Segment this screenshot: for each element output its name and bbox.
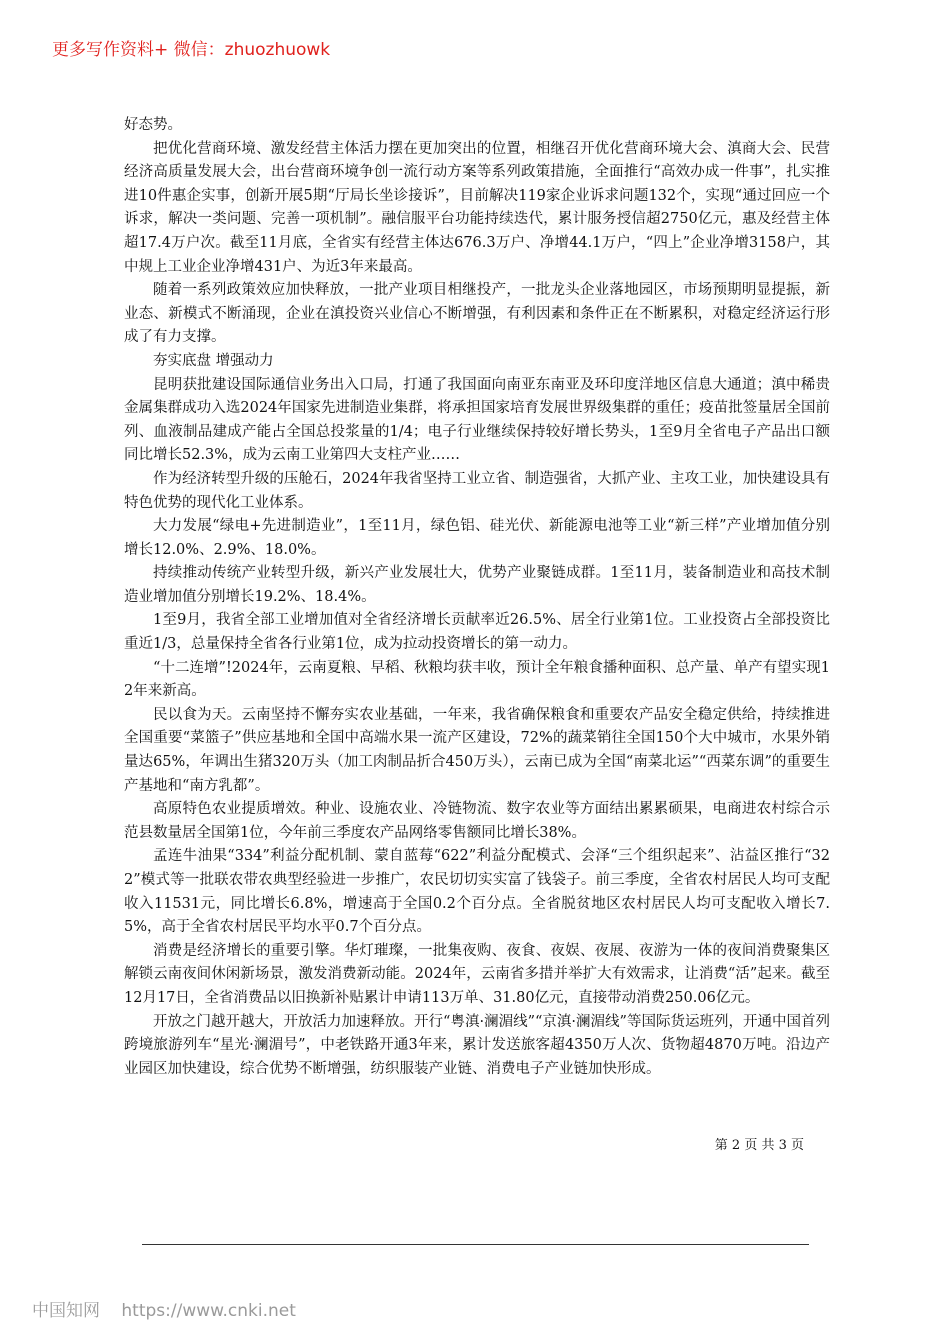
- paragraph: “十二连增”!2024年，云南夏粮、早稻、秋粮均获丰收，预计全年粮食播种面积、总产量、单产有望实现12年来新高。: [124, 659, 830, 700]
- footer-watermark: [32, 1296, 296, 1321]
- paragraph: 昆明获批建设国际通信业务出入口局，打通了我国面向南亚东南亚及环印度洋地区信息大通道；滇中稀贵金属集群成功入选2024年国家先进制造业集群，将承担国家培育发展世界级集群的重任；疫苗批签量居全国前列、血液制品建成产能占全国总投浆量的1/4；电子行业继续保持较好增长势头，1至9月全省电子产品出口额同比增长52.3%，成为云南工业第四大支柱产业……: [124, 376, 830, 464]
- paragraph: 大力发展“绿电+先进制造业”，1至11月，绿色铝、硅光伏、新能源电池等工业“新三样”产业增加值分别增长12.0%、2.9%、18.0%。: [124, 518, 830, 558]
- paragraph: 好态势。: [124, 117, 182, 133]
- paragraph: 民以食为天。云南坚持不懈夯实农业基础，一年来，我省确保粮食和重要农产品安全稳定供给，持续推进全国重要“菜篮子”供应基地和全国中高端水果一流产区建设，72%的蔬菜销往全国150个大中城市，水果外销量达65%，年调出生猪320万头（加工肉制品折合450万头），云南已成为全国“南菜北运”“西菜东调”的重要生产基地和“南方乳都”。: [124, 706, 830, 794]
- paragraph: 消费是经济增长的重要引擎。华灯璀璨，一批集夜购、夜食、夜娱、夜展、夜游为一体的夜间消费聚集区解锁云南夜间休闲新场景，激发消费新动能。2024年，云南省多措并举扩大有效需求，让消费“活”起来。截至12月17日，全省消费品以旧换新补贴累计申请113万单、31.80亿元，直接带动消费250.06亿元。: [124, 942, 830, 1006]
- article-body: [124, 114, 830, 1081]
- footer-url: https://www.cnki.net: [121, 1301, 296, 1321]
- paragraph: 高原特色农业提质增效。种业、设施农业、冷链物流、数字农业等方面结出累累硕果，电商进农村综合示范县数量居全国第1位，今年前三季度农产品网络零售额同比增长38%。: [124, 801, 830, 841]
- section-heading: 夯实底盘 增强动力: [153, 352, 274, 369]
- footer-divider: [142, 1244, 809, 1245]
- paragraph: 作为经济转型升级的压舱石，2024年我省坚持工业立省、制造强省，大抓产业、主攻工业，加快建设具有特色优势的现代化工业体系。: [124, 470, 830, 511]
- paragraph: 1至9月，我省全部工业增加值对全省经济增长贡献率近26.5%、居全行业第1位。工业投资占全部投资比重近1/3，总量保持全省各行业第1位，成为拉动投资增长的第一动力。: [124, 612, 830, 653]
- promo-banner: 更多写作资料+ 微信：zhuozhuowk: [52, 40, 331, 60]
- paragraph: 把优化营商环境、激发经营主体活力摆在更加突出的位置，相继召开优化营商环境大会、滇商大会、民营经济高质量发展大会，出台营商环境争创一流行动方案等系列政策措施，全面推行“高效办成一件事”，扎实推进10件惠企实事，创新开展5期“厅局长坐诊接诉”，目前解决119家企业诉求问题132个，实现“通过回应一个诉求，解决一类问题、完善一项机制”。融信服平台功能持续迭代，累计服务授信超2750亿元，惠及经营主体超17.4万户次。截至11月底，全省实有经营主体达676.3万户、净增44.1万户，“四上”企业净增3158户，其中规上工业企业净增431户、为近3年来最高。: [124, 140, 830, 275]
- paragraph: 持续推动传统产业转型升级，新兴产业发展壮大，优势产业聚链成群。1至11月，装备制造业和高技术制造业增加值分别增长19.2%、18.4%。: [124, 565, 830, 605]
- paragraph: 随着一系列政策效应加快释放，一批产业项目相继投产，一批龙头企业落地园区，市场预期明显提振，新业态、新模式不断涌现，企业在滇投资兴业信心不断增强，有利因素和条件正在不断累积，对稳定经济运行形成了有力支撑。: [124, 282, 830, 346]
- footer-brand: 中国知网: [32, 1301, 100, 1321]
- page-number: 第 2 页 共 3 页: [714, 1138, 804, 1153]
- paragraph: 孟连牛油果“334”利益分配机制、蒙自蓝莓“622”利益分配模式、会泽“三个组织起来”、沾益区推行“322”模式等一批联农带农典型经验进一步推广，农民切切实实富了钱袋子。前三季度，全省农村居民人均可支配收入11531元，同比增长6.8%，增速高于全国0.2个百分点。全省脱贫地区农村居民人均可支配收入增长7.5%，高于全省农村居民平均水平0.7个百分点。: [124, 848, 830, 936]
- paragraph: 开放之门越开越大，开放活力加速释放。开行“粤滇·澜湄线”“京滇·澜湄线”等国际货运班列，开通中国首列跨境旅游列车“星光·澜湄号”，中老铁路开通3年来，累计发送旅客超4350万人次、货物超4870万吨。沿边产业园区加快建设，综合优势不断增强，纺织服装产业链、消费电子产业链加快形成。: [124, 1013, 830, 1077]
